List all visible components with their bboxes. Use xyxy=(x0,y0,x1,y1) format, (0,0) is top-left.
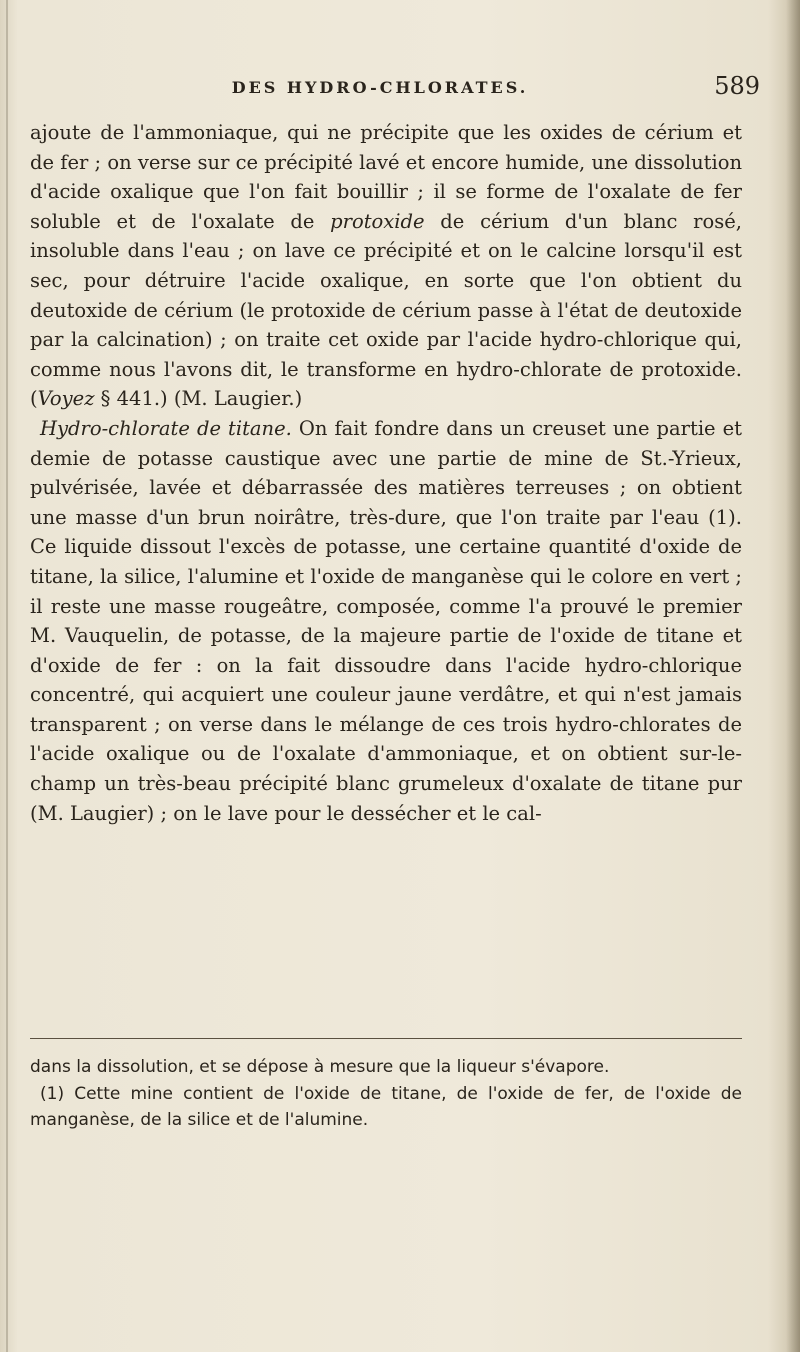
paragraph-cerium-text-2: de cérium d'un blanc rosé, insoluble dans l'eau ; on lave ce précipité et on le calcine lorsqu'il est sec, pour détruire l'acide oxalique, en sorte que l'on obtient du deutoxide de cérium (le protoxide de cérium passe à l'état de deutoxide par la calcination) ; on traite cet oxide par l'acide hydro-chlorique qui, comme nous l'avons dit, le transforme en hydro-chlorate de protoxide. ( xyxy=(30,209,742,411)
paragraph-cerium-text-3: § 441.) (M. Laugier.) xyxy=(94,387,303,411)
paragraph-titane xyxy=(30,414,742,828)
running-title: DES HYDRO-CHLORATES. xyxy=(231,78,529,97)
paragraph-titane-text: On fait fondre dans un creuset une partie et demie de potasse caustique avec une partie de mine de St.-Yrieux, pulvérisée, lavée et débarrassée des matières terreuses ; on obtient une masse d'un brun noirâtre, très-dure, que l'on traite par l'eau (1). Ce liquide dissout l'excès de potasse, une certaine quantité d'oxide de titane, la silice, l'alumine et l'oxide de manganèse qui le colore en vert ; il reste une masse rougeâtre, composée, comme l'a prouvé le premier M. Vauquelin, de potasse, de la majeure partie de l'oxide de titane et d'oxide de fer : on la fait dissoudre dans l'acide hydro-chlorique concentré, qui acquiert une couleur jaune verdâtre, et qui n'est jamais transparent ; on verse dans le mélange de ces trois hydro-chlorates de l'acide oxalique ou de l'oxalate d'ammoniaque, et on obtient sur-le-champ un très-beau précipité blanc grumeleux d'oxalate de titane pur (M. Laugier) ; on le lave pour le dessécher et le cal- xyxy=(30,416,742,825)
paragraph-cerium-italic-voyez: Voyez xyxy=(37,387,95,411)
page-number: 589 xyxy=(714,72,760,100)
footnote-continuation: dans la dissolution, et se dépose à mesure que la liqueur s'évapore. xyxy=(30,1057,610,1077)
paragraph-cerium-italic-protoxide: protoxide xyxy=(330,209,425,233)
page-gutter-line xyxy=(6,0,8,1352)
page-edge-shadow xyxy=(786,0,800,1352)
main-text xyxy=(30,118,742,828)
paragraph-cerium-text-1: ajoute de l'ammoniaque, qui ne précipite que les oxides de cérium et de fer ; on verse sur ce précipité lavé et encore humide, une dissolution d'acide oxalique que l'on fait bouillir ; il se forme de l'oxalate de fer soluble et de l'oxalate de xyxy=(30,121,742,233)
footnote-1: (1) Cette mine contient de l'oxide de titane, de l'oxide de fer, de l'oxide de manganèse, de la silice et de l'alumine. xyxy=(30,1083,742,1130)
footnote-divider xyxy=(30,1038,742,1039)
section-title-hydro-chlorate-titane: Hydro-chlorate de titane. xyxy=(40,416,292,440)
page-header xyxy=(60,72,760,112)
footnotes xyxy=(30,1054,742,1134)
paragraph-cerium xyxy=(30,118,742,414)
